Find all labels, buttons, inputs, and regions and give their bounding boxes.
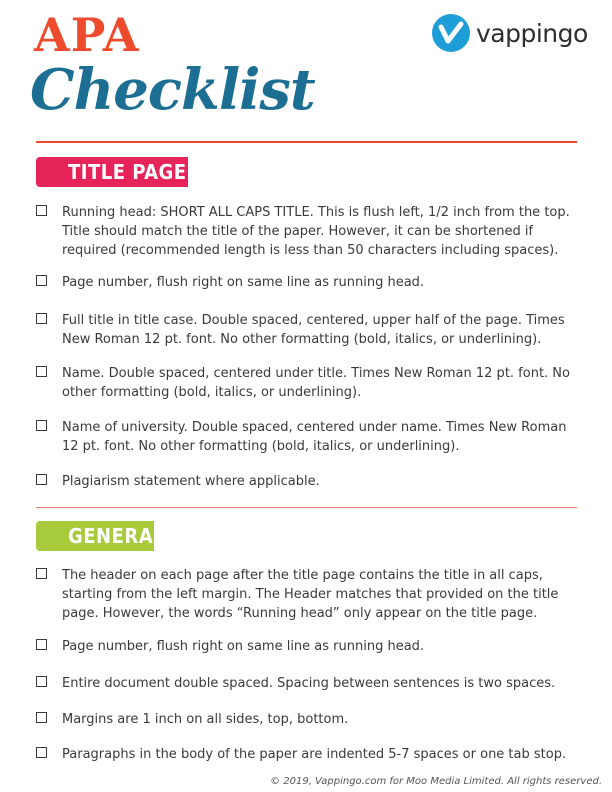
checkbox[interactable]: [36, 275, 47, 286]
section-banner-general: GENERAL: [36, 521, 154, 551]
checkbox[interactable]: [36, 747, 47, 758]
checkbox[interactable]: [36, 420, 47, 431]
checkbox[interactable]: [36, 366, 47, 377]
item-text: Page number, flush right on same line as running head.: [62, 639, 425, 654]
checkbox[interactable]: [36, 639, 47, 650]
header-divider: [36, 141, 577, 143]
item-text: Plagiarism statement where applicable.: [62, 474, 320, 489]
checklist-item: [36, 710, 584, 729]
checklist-item: [36, 566, 584, 623]
item-text: Margins are 1 inch on all sides, top, bottom.: [62, 712, 349, 727]
item-text: Paragraphs in the body of the paper are indented 5-7 spaces or one tab stop.: [62, 747, 567, 762]
checklist-item: [36, 472, 584, 491]
vappingo-logo: [432, 14, 588, 52]
check-shield-icon: [432, 14, 470, 52]
checkbox[interactable]: [36, 712, 47, 723]
checkbox[interactable]: [36, 205, 47, 216]
item-text: The header on each page after the title page contains the title in all caps, starting from the left margin. The Header matches that provided on the title page. However, the words “Running head” only appear on the title page.: [62, 568, 559, 621]
copyright-footer: © 2019, Vappingo.com for Moo Media Limited. All rights reserved.: [270, 776, 602, 787]
item-text: Name. Double spaced, centered under title. Times New Roman 12 pt. font. No other formatting (bold, italics, or underlining).: [62, 366, 570, 400]
checklist-item: [36, 418, 584, 456]
checklist-item: [36, 364, 584, 402]
checklist-item: [36, 745, 584, 764]
checkbox[interactable]: [36, 313, 47, 324]
checklist-item: [36, 311, 584, 349]
item-text: Name of university. Double spaced, centered under name. Times New Roman 12 pt. font. No other formatting (bold, italics, or underlining).: [62, 420, 567, 454]
checklist-item: [36, 674, 584, 693]
checkbox[interactable]: [36, 676, 47, 687]
checklist-item: [36, 203, 584, 260]
checklist-item: [36, 273, 584, 292]
section-divider: [36, 507, 577, 508]
item-text: Full title in title case. Double spaced, centered, upper half of the page. Times New Roman 12 pt. font. No other formatting (bold, italics, or underlining).: [62, 313, 565, 347]
checklist-heading: Checklist: [30, 57, 315, 123]
checkbox[interactable]: [36, 474, 47, 485]
checkbox[interactable]: [36, 568, 47, 579]
checklist-item: [36, 637, 584, 656]
section-banner-title-page: TITLE PAGE: [36, 157, 188, 187]
item-text: Page number, flush right on same line as running head.: [62, 275, 425, 290]
logo-text: vappingo: [476, 18, 588, 48]
item-text: Running head: SHORT ALL CAPS TITLE. This is flush left, 1/2 inch from the top. Title should match the title of the paper. However, it can be shortened if required (recommended length is less than 50 characters including spaces).: [62, 205, 570, 258]
item-text: Entire document double spaced. Spacing between sentences is two spaces.: [62, 676, 556, 691]
apa-heading: APA: [34, 8, 140, 62]
